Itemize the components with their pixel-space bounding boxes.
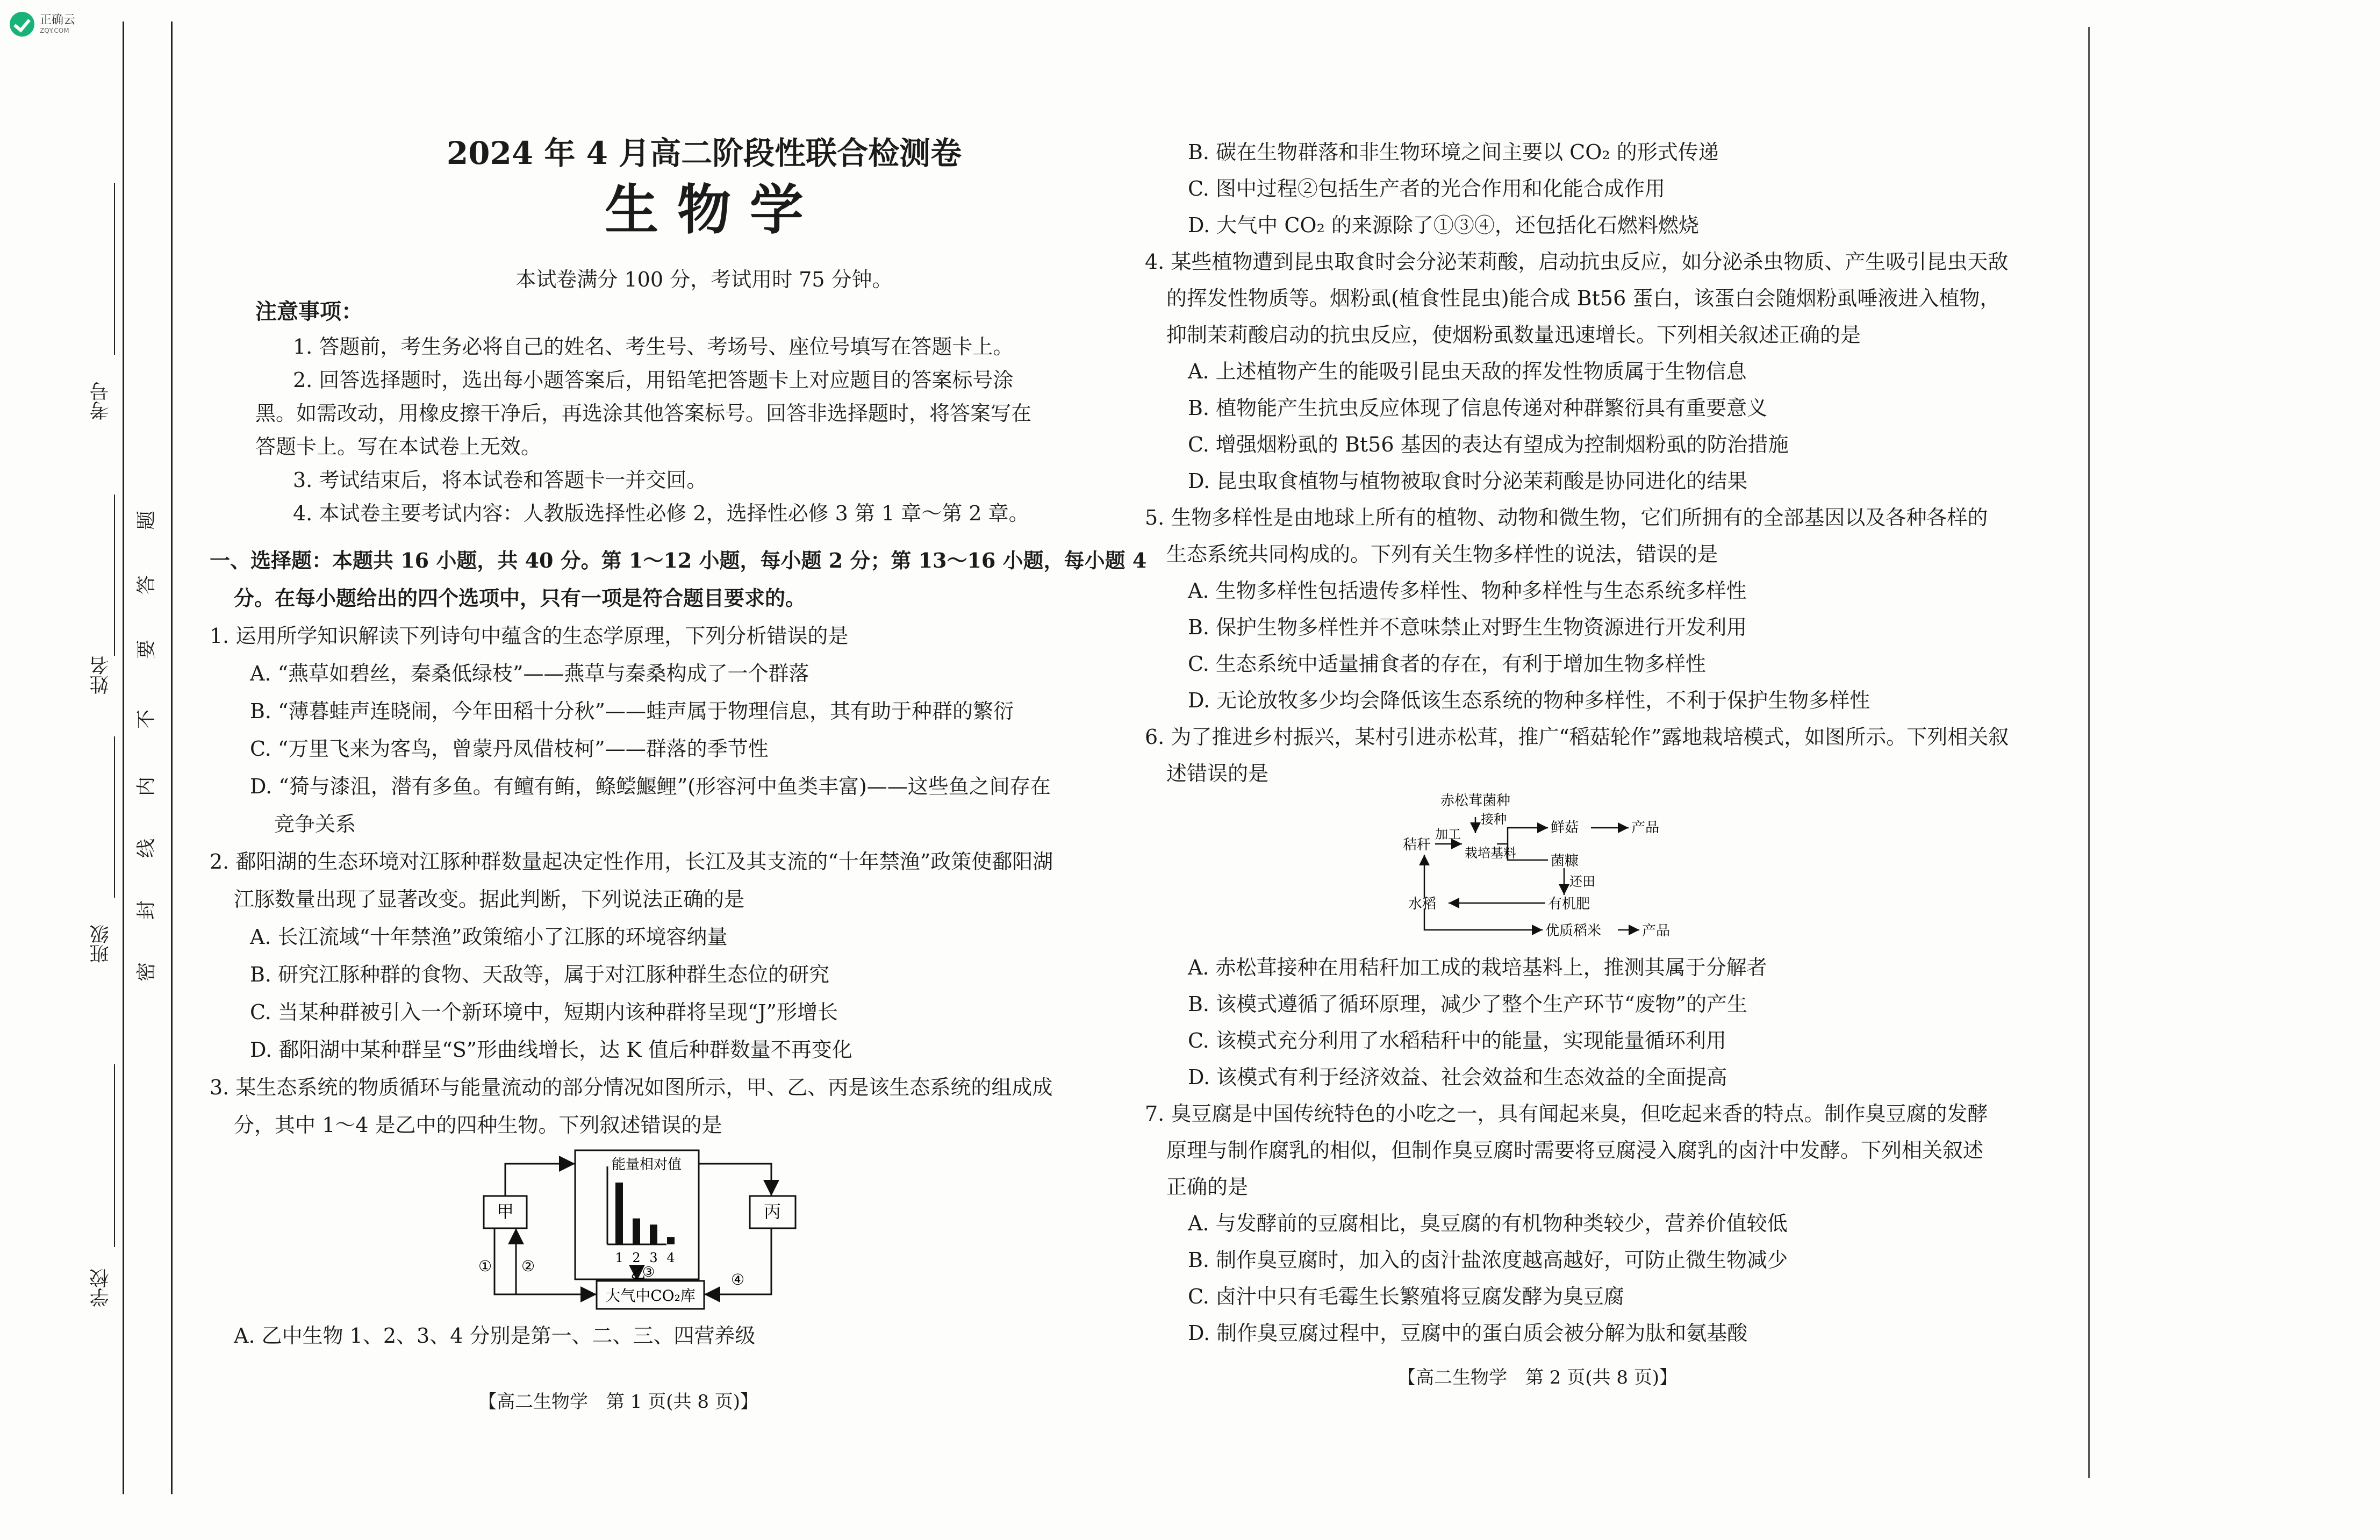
seal-char: 线 — [135, 838, 158, 858]
yi-label: 乙 — [630, 1264, 646, 1282]
bing-label: 丙 — [763, 1201, 782, 1222]
q7-option-c: C. 卤汁中只有毛霉生长繁殖将豆腐发酵为臭豆腐 — [1188, 1285, 1624, 1308]
school-label: 学校 — [90, 1269, 112, 1307]
q3-diagram — [478, 1145, 962, 1322]
logo-url: ZQY.COM — [40, 27, 69, 34]
seal-char: 密 — [135, 962, 158, 982]
seal-char: 内 — [135, 776, 158, 797]
section-header: 一、选择题：本题共 16 小题，共 40 分。第 1～12 小题，每小题 2 分；第 13～16 小题，每小题 4 — [210, 548, 1147, 572]
q1-option-c: C. “万里飞来为客鸟，曾蒙丹凤借枝柯”——群落的季节性 — [250, 737, 769, 761]
q7-option-a: A. 与发酵前的豆腐相比，臭豆腐的有机物种类较少，营养价值较低 — [1188, 1212, 1788, 1235]
q5-stem: 5. 生物多样性是由地球上所有的植物、动物和微生物，它们所拥有的全部基因以及各种各样的 — [1145, 506, 1988, 529]
q5-option-a: A. 生物多样性包括遗传多样性、物种多样性与生态系统多样性 — [1188, 579, 1747, 603]
substrate-label: 栽培基料 — [1465, 846, 1516, 861]
q7-option-d: D. 制作臭豆腐过程中，豆腐中的蛋白质会被分解为肽和氨基酸 — [1188, 1321, 1748, 1345]
notice-line: 1. 答题前，考生务必将自己的姓名、考生号、考场号、座位号填写在答题卡上。 — [293, 335, 1014, 359]
rice-label: 水稻 — [1408, 896, 1437, 912]
seal-char: 封 — [135, 900, 158, 920]
site-logo — [10, 12, 75, 37]
q1-option-b: B. “薄暮蛙声连晓闹，今年田稻十分秋”——蛙声属于物理信息，其有助于种群的繁衍 — [250, 699, 1014, 723]
q7-stem-cont: 正确的是 — [1166, 1175, 1249, 1199]
logo-name: 正确云 — [40, 13, 76, 27]
q2-stem: 2. 鄱阳湖的生态环境对江豚种群数量起决定性作用，长江及其支流的“十年禁渔”政策使鄱阳湖 — [210, 850, 1053, 873]
arrow-label: ① — [478, 1257, 492, 1275]
arrow-yi-bing — [699, 1164, 771, 1196]
q1-stem: 1. 运用所学知识解读下列诗句中蕴含的生态学原理，下列分析错误的是 — [210, 624, 849, 648]
q1-option-a: A. “燕草如碧丝，秦桑低绿枝”——燕草与秦桑构成了一个群落 — [250, 662, 809, 685]
q3-option-b: B. 碳在生物群落和非生物环境之间主要以 CO₂ 的形式传递 — [1188, 140, 1719, 164]
arrow-1 — [494, 1228, 597, 1294]
q4-stem-cont: 的挥发性物质等。烟粉虱(植食性昆虫)能合成 Bt56 蛋白，该蛋白会随烟粉虱唾液进入植物， — [1166, 286, 2001, 310]
school-line — [114, 1064, 115, 1247]
bar-label: 3 — [649, 1250, 658, 1265]
arrow-jia-yi — [505, 1164, 575, 1196]
q4-stem: 4. 某些植物遭到昆虫取食时会分泌茉莉酸，启动抗虫反应，如分泌杀虫物质、产生吸引昆虫天敌 — [1145, 250, 2009, 274]
q4-stem-cont: 抑制茉莉酸启动的抗虫反应，使烟粉虱数量迅速增长。下列相关叙述正确的是 — [1166, 323, 1861, 347]
q2-option-b: B. 研究江豚种群的食物、天敌等，属于对江豚种群生态位的研究 — [250, 963, 830, 986]
q6-option-a: A. 赤松茸接种在用秸秆加工成的栽培基料上，推测其属于分解者 — [1188, 956, 1767, 979]
energy-bar — [633, 1219, 640, 1244]
exam-no-line — [114, 183, 115, 355]
checkmark-icon — [10, 12, 34, 37]
q5-option-b: B. 保护生物多样性并不意味禁止对野生生物资源进行开发利用 — [1188, 615, 1747, 639]
energy-bar — [667, 1237, 675, 1244]
q3-option-d: D. 大气中 CO₂ 的来源除了①③④，还包括化石燃料燃烧 — [1188, 213, 1699, 237]
exam-info: 本试卷满分 100 分，考试用时 75 分钟。 — [515, 268, 893, 291]
q5-option-d: D. 无论放牧多少均会降低该生态系统的物种多样性，不利于保护生物多样性 — [1188, 689, 1870, 712]
arrow-fresh — [1497, 828, 1548, 844]
notice-line: 3. 考试结束后，将本试卷和答题卡一并交回。 — [293, 468, 707, 492]
energy-label: 能量相对值 — [612, 1157, 682, 1173]
page-2-footer: 【高二生物学 第 2 页(共 8 页)】 — [1397, 1367, 1678, 1388]
binding-line-outer — [123, 22, 124, 1494]
name-line — [114, 495, 115, 656]
q5-stem-cont: 生态系统共同构成的。下列有关生物多样性的说法，错误的是 — [1166, 542, 1718, 566]
product1-label: 产品 — [1631, 820, 1660, 836]
notice-line: 4. 本试卷主要考试内容：人教版选择性必修 2，选择性必修 3 第 1 章～第 2 章。 — [293, 502, 1029, 525]
q6-stem: 6. 为了推进乡村振兴，某村引进赤松茸，推广“稻菇轮作”露地栽培模式，如图所示。下列相关叙 — [1145, 725, 2009, 749]
q6-stem-cont: 述错误的是 — [1166, 762, 1269, 785]
notice-heading: 注意事项： — [255, 299, 363, 324]
return-label: 还田 — [1569, 874, 1595, 889]
quality-rice-label: 优质稻米 — [1545, 923, 1602, 939]
q6-option-d: D. 该模式有利于经济效益、社会效益和生态效益的全面提高 — [1188, 1065, 1727, 1089]
notice-line: 黑。如需改动，用橡皮擦干净后，再选涂其他答案标号。回答非选择题时，将答案写在 — [255, 402, 1032, 425]
co2-label: 大气中CO₂库 — [605, 1287, 696, 1305]
notice-line: 2. 回答选择题时，选出每小题答案后，用铅笔把答题卡上对应题目的答案标号涂 — [293, 368, 1014, 392]
seal-char: 题 — [135, 510, 158, 531]
arrow-label: ③ — [642, 1264, 655, 1280]
q2-stem-cont: 江豚数量出现了显著改变。据此判断，下列说法正确的是 — [234, 887, 745, 911]
name-label: 姓名 — [90, 656, 112, 694]
page-1 — [177, 0, 1231, 1540]
residue-label: 菌糠 — [1551, 853, 1579, 869]
bar-label: 1 — [615, 1250, 623, 1265]
fresh-label: 鲜菇 — [1551, 820, 1579, 836]
q7-option-b: B. 制作臭豆腐时，加入的卤汁盐浓度越高越好，可防止微生物减少 — [1188, 1248, 1788, 1272]
q3-stem: 3. 某生态系统的物质循环与能量流动的部分情况如图所示，甲、乙、丙是该生态系统的组成成 — [210, 1076, 1053, 1099]
section-header: 分。在每小题给出的四个选项中，只有一项是符合题目要求的。 — [234, 586, 806, 610]
q1-option-d-cont: 竞争关系 — [274, 812, 356, 836]
bar-label: 4 — [666, 1250, 675, 1265]
arrow-label: ④ — [731, 1271, 745, 1288]
q5-option-c: C. 生态系统中适量捕食者的存在，有利于增加生物多样性 — [1188, 652, 1706, 676]
energy-bar — [650, 1224, 657, 1244]
q2-option-d: D. 鄱阳湖中某种群呈“S”形曲线增长，达 K 值后种群数量不再变化 — [250, 1038, 852, 1062]
q7-stem-cont: 原理与制作腐乳的相似，但制作臭豆腐时需要将豆腐浸入腐乳的卤汁中发酵。下列相关叙述 — [1166, 1138, 1984, 1162]
product2-label: 产品 — [1642, 923, 1671, 939]
seal-char: 要 — [135, 639, 158, 660]
class-label: 班级 — [90, 925, 112, 963]
class-line — [114, 736, 115, 898]
q6-diagram — [1403, 790, 1779, 951]
q2-option-a: A. 长江流域“十年禁渔”政策缩小了江豚的环境容纳量 — [250, 925, 728, 949]
q4-option-c: C. 增强烟粉虱的 Bt56 基因的表达有望成为控制烟粉虱的防治措施 — [1188, 433, 1789, 456]
inoculate-label: 接种 — [1481, 812, 1507, 827]
page-divider-right — [2088, 27, 2090, 1478]
jia-label: 甲 — [496, 1201, 514, 1222]
q4-option-b: B. 植物能产生抗虫反应体现了信息传递对种群繁衍具有重要意义 — [1188, 396, 1768, 420]
exam-no-label: 考号 — [90, 382, 112, 420]
q6-option-c: C. 该模式充分利用了水稻秸秆中的能量，实现能量循环利用 — [1188, 1029, 1726, 1052]
q1-option-d: D. “猗与漆沮，潜有多鱼。有鳣有鲔，鲦鲿鰋鲤”(形容河中鱼类丰富)——这些鱼之间存在 — [250, 775, 1051, 798]
q6-option-b: B. 该模式遵循了循环原理，减少了整个生产环节“废物”的产生 — [1188, 992, 1747, 1016]
bar-label: 2 — [632, 1250, 641, 1265]
q4-option-a: A. 上述植物产生的能吸引昆虫天敌的挥发性物质属于生物信息 — [1188, 360, 1747, 383]
q3-option-c: C. 图中过程②包括生产者的光合作用和化能合成作用 — [1188, 177, 1665, 200]
exam-title: 2024 年 4 月高二阶段性联合检测卷 — [446, 135, 962, 171]
binding-line-inner — [171, 22, 173, 1494]
q2-option-c: C. 当某种群被引入一个新环境中，短期内该种群将呈现“J”形增长 — [250, 1000, 838, 1024]
page-1-footer: 【高二生物学 第 1 页(共 8 页)】 — [478, 1391, 759, 1413]
process-label: 加工 — [1435, 827, 1461, 842]
seal-char: 不 — [135, 709, 158, 729]
seal-char: 答 — [135, 575, 158, 595]
strain-label: 赤松茸菌种 — [1440, 793, 1511, 809]
q4-option-d: D. 昆虫取食植物与植物被取食时分泌茉莉酸是协同进化的结果 — [1188, 469, 1748, 493]
straw-label: 秸秆 — [1403, 837, 1431, 853]
q7-stem: 7. 臭豆腐是中国传统特色的小吃之一，具有闻起来臭，但吃起来香的特点。制作臭豆腐的发酵 — [1145, 1102, 1988, 1126]
q3-stem-cont: 分，其中 1～4 是乙中的四种生物。下列叙述错误的是 — [234, 1113, 722, 1137]
energy-bar — [615, 1183, 623, 1244]
arrow-quality — [1424, 908, 1543, 930]
q3-option-a: A. 乙中生物 1、2、3、4 分别是第一、二、三、四营养级 — [234, 1324, 756, 1348]
fertilizer-label: 有机肥 — [1548, 896, 1590, 912]
page-2 — [1145, 0, 2069, 1540]
notice-line: 答题卡上。写在本试卷上无效。 — [255, 435, 542, 459]
arrow-label: ② — [521, 1257, 535, 1275]
subject-title: 生 物 学 — [605, 178, 804, 241]
